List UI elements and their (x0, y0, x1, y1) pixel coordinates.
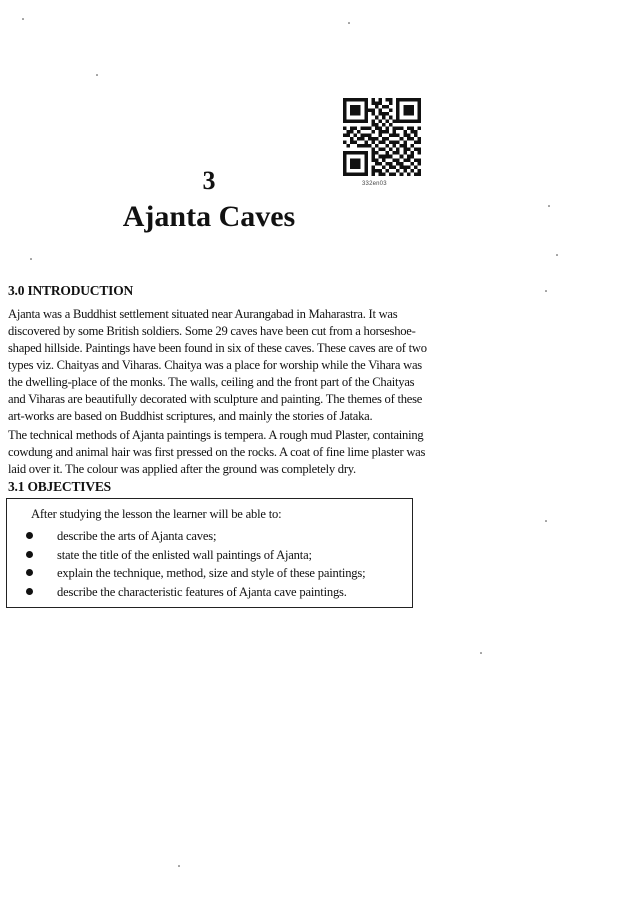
qr-module (364, 102, 368, 106)
qr-module (357, 144, 361, 148)
qr-module (343, 105, 347, 109)
introduction-paragraph-2 (8, 427, 426, 478)
introduction-heading: 3.0 INTRODUCTION (8, 283, 134, 298)
qr-module (417, 158, 421, 162)
qr-module (364, 141, 368, 145)
qr-module (407, 158, 411, 162)
qr-module (396, 102, 400, 106)
scan-speck (556, 254, 558, 256)
qr-module (354, 112, 358, 116)
qr-code-image (343, 98, 421, 176)
qr-module (407, 126, 411, 130)
qr-module (389, 133, 393, 137)
qr-module (393, 151, 397, 155)
chapter-number: 3 (202, 166, 216, 195)
qr-module (375, 126, 379, 130)
qr-module (357, 158, 361, 162)
qr-module (378, 119, 382, 123)
qr-module (371, 102, 375, 106)
qr-module (382, 130, 386, 134)
qr-module (368, 126, 372, 130)
qr-module (407, 148, 411, 152)
qr-module (350, 141, 354, 145)
qr-module (400, 126, 404, 130)
qr-module (386, 105, 390, 109)
qr-module (347, 151, 351, 155)
scan-speck (30, 258, 32, 260)
qr-module (354, 126, 358, 130)
qr-module (382, 148, 386, 152)
qr-module (400, 98, 404, 102)
qr-module (350, 119, 354, 123)
qr-module (378, 155, 382, 159)
qr-module (407, 133, 411, 137)
text-line: types viz. Chaityas and Viharas. Chaitya was a place for worship while the Vihara was (8, 358, 422, 372)
qr-module (378, 102, 382, 106)
qr-module (403, 98, 407, 102)
qr-module (357, 105, 361, 109)
qr-module (375, 123, 379, 127)
qr-module (347, 144, 351, 148)
qr-module (382, 105, 386, 109)
qr-module (403, 130, 407, 134)
scan-speck (545, 290, 547, 292)
scan-speck (96, 74, 98, 76)
qr-module (364, 155, 368, 159)
qr-module (361, 133, 365, 137)
scan-speck (480, 652, 482, 654)
qr-module (375, 105, 379, 109)
qr-module (417, 137, 421, 141)
text-line: shaped hillside. Paintings have been found in six of these caves. These caves are of two (8, 341, 427, 355)
qr-module (396, 148, 400, 152)
qr-module (403, 148, 407, 152)
qr-module (407, 119, 411, 123)
qr-module (354, 119, 358, 123)
qr-module (410, 112, 414, 116)
qr-module (386, 119, 390, 123)
qr-module (410, 155, 414, 159)
qr-module (417, 112, 421, 116)
qr-module (417, 116, 421, 120)
qr-module (410, 105, 414, 109)
qr-module (410, 109, 414, 113)
qr-module (361, 144, 365, 148)
qr-module (343, 155, 347, 159)
qr-module (417, 109, 421, 113)
qr-module (407, 98, 411, 102)
qr-module (343, 141, 347, 145)
qr-code-label: 332en03 (362, 181, 387, 187)
qr-module (350, 109, 354, 113)
qr-module (400, 162, 404, 166)
qr-module (371, 119, 375, 123)
objective-text: describe the characteristic features of Ajanta cave paintings. (57, 584, 347, 599)
qr-module (364, 112, 368, 116)
qr-module (371, 98, 375, 102)
qr-module (386, 137, 390, 141)
text-line: laid over it. The colour was applied after the ground was completely dry. (8, 462, 356, 476)
qr-module (378, 162, 382, 166)
qr-module (343, 112, 347, 116)
qr-module (347, 130, 351, 134)
qr-module (364, 126, 368, 130)
qr-module (396, 151, 400, 155)
qr-module (400, 137, 404, 141)
qr-module (354, 151, 358, 155)
qr-module (357, 112, 361, 116)
qr-module (410, 130, 414, 134)
qr-module (350, 105, 354, 109)
qr-module (396, 158, 400, 162)
qr-module (382, 141, 386, 145)
text-line: discovered by some British soldiers. Some 29 caves have been cut from a horseshoe- (8, 324, 416, 338)
qr-module (368, 137, 372, 141)
qr-module (393, 133, 397, 137)
qr-module (371, 123, 375, 127)
qr-module (364, 144, 368, 148)
qr-module (389, 162, 393, 166)
qr-module (414, 98, 418, 102)
qr-module (410, 137, 414, 141)
qr-module (375, 151, 379, 155)
objective-text: describe the arts of Ajanta caves; (57, 529, 217, 543)
objective-text: state the title of the enlisted wall paintings of Ajanta; (57, 547, 312, 562)
qr-module (361, 98, 365, 102)
qr-module (354, 133, 358, 137)
qr-module (417, 98, 421, 102)
qr-module (378, 141, 382, 145)
qr-module (382, 137, 386, 141)
qr-module (375, 144, 379, 148)
qr-module (382, 123, 386, 127)
objectives-intro: After studying the lesson the learner will be able to: (31, 507, 282, 521)
qr-module (396, 162, 400, 166)
qr-module (371, 158, 375, 162)
qr-module (414, 119, 418, 123)
qr-module (354, 105, 358, 109)
qr-module (350, 151, 354, 155)
qr-module (368, 109, 372, 113)
qr-module (375, 137, 379, 141)
qr-module (396, 116, 400, 120)
qr-module (361, 126, 365, 130)
qr-module (393, 141, 397, 145)
chapter-title: Ajanta Caves (122, 200, 296, 233)
qr-module (343, 102, 347, 106)
qr-module (364, 162, 368, 166)
qr-module (386, 162, 390, 166)
qr-module (410, 98, 414, 102)
qr-module (350, 98, 354, 102)
qr-module (410, 126, 414, 130)
qr-module (378, 112, 382, 116)
qr-module (396, 133, 400, 137)
qr-module (417, 148, 421, 152)
text-line: the dwelling-place of the monks. The walls, ceiling and the front part of the Chaityas (8, 375, 415, 389)
qr-module (414, 148, 418, 152)
text-line: and Viharas are beautifully decorated with sculpture and painting. The themes of these (8, 392, 423, 406)
qr-module (357, 130, 361, 134)
qr-module (378, 98, 382, 102)
qr-module (368, 144, 372, 148)
qr-module (378, 109, 382, 113)
qr-module (350, 137, 354, 141)
qr-module (393, 126, 397, 130)
qr-module (364, 109, 368, 113)
qr-module (417, 126, 421, 130)
qr-module (378, 130, 382, 134)
qr-module (371, 112, 375, 116)
qr-module (407, 155, 411, 159)
qr-module (382, 155, 386, 159)
scan-speck (548, 205, 550, 207)
qr-module (361, 151, 365, 155)
qr-module (396, 126, 400, 130)
qr-module (357, 151, 361, 155)
bullet-icon (26, 588, 33, 595)
qr-module (343, 126, 347, 130)
qr-module (378, 126, 382, 130)
qr-module (375, 162, 379, 166)
qr-module (389, 102, 393, 106)
qr-module (364, 133, 368, 137)
qr-module (400, 119, 404, 123)
qr-module (396, 105, 400, 109)
qr-module (410, 162, 414, 166)
qr-module (343, 119, 347, 123)
text-line: Ajanta was a Buddhist settlement situated near Aurangabad in Maharastra. It was (8, 307, 398, 321)
qr-module (396, 112, 400, 116)
qr-module (371, 155, 375, 159)
qr-module (357, 162, 361, 166)
qr-module (343, 98, 347, 102)
qr-module (403, 112, 407, 116)
qr-module (357, 109, 361, 113)
qr-module (343, 151, 347, 155)
introduction-paragraph-1 (8, 306, 427, 425)
qr-module (393, 130, 397, 134)
qr-module (403, 141, 407, 145)
qr-module (343, 162, 347, 166)
objectives-box (6, 498, 413, 608)
qr-module (347, 119, 351, 123)
qr-module (393, 144, 397, 148)
qr-module (386, 151, 390, 155)
qr-module (407, 109, 411, 113)
qr-module (350, 126, 354, 130)
qr-module (343, 133, 347, 137)
bullet-icon (26, 551, 33, 558)
scan-speck (545, 520, 547, 522)
qr-module (354, 158, 358, 162)
qr-module (364, 119, 368, 123)
qr-module (357, 98, 361, 102)
bullet-icon (26, 569, 33, 576)
qr-module (417, 102, 421, 106)
qr-module (378, 133, 382, 137)
qr-module (389, 109, 393, 113)
qr-module (354, 109, 358, 113)
qr-module (371, 109, 375, 113)
objectives-heading: 3.1 OBJECTIVES (8, 479, 111, 494)
qr-module (403, 133, 407, 137)
qr-module (357, 119, 361, 123)
qr-module (403, 105, 407, 109)
qr-module (364, 98, 368, 102)
qr-module (364, 116, 368, 120)
text-line: The technical methods of Ajanta paintings is tempera. A rough mud Plaster, containing (8, 428, 424, 442)
qr-module (371, 137, 375, 141)
qr-module (414, 133, 418, 137)
qr-module (414, 158, 418, 162)
qr-module (389, 98, 393, 102)
qr-module (364, 151, 368, 155)
qr-module (364, 105, 368, 109)
qr-module (386, 155, 390, 159)
qr-module (389, 116, 393, 120)
qr-module (386, 126, 390, 130)
qr-module (407, 137, 411, 141)
qr-module (396, 98, 400, 102)
qr-module (364, 158, 368, 162)
qr-module (350, 112, 354, 116)
qr-module (403, 109, 407, 113)
qr-module (375, 116, 379, 120)
qr-module (386, 98, 390, 102)
qr-module (382, 158, 386, 162)
qr-module (371, 130, 375, 134)
qr-module (393, 119, 397, 123)
scan-speck (178, 865, 180, 867)
qr-module (417, 119, 421, 123)
qr-module (386, 144, 390, 148)
qr-module (414, 130, 418, 134)
qr-module (386, 112, 390, 116)
qr-module (354, 98, 358, 102)
objective-text: explain the technique, method, size and style of these paintings; (57, 566, 366, 580)
qr-module (396, 141, 400, 145)
qr-module (389, 148, 393, 152)
qr-module (403, 144, 407, 148)
qr-module (389, 141, 393, 145)
qr-module (407, 112, 411, 116)
qr-module (368, 133, 372, 137)
qr-module (343, 109, 347, 113)
qr-module (382, 112, 386, 116)
text-line: cowdung and animal hair was first pressed on the rocks. A coat of fine lime plaster was (8, 445, 426, 459)
qr-module (417, 141, 421, 145)
qr-module (343, 158, 347, 162)
scan-speck (22, 18, 24, 20)
qr-module (386, 130, 390, 134)
qr-module (361, 119, 365, 123)
qr-module (378, 148, 382, 152)
scan-speck (348, 22, 350, 24)
qr-module (350, 130, 354, 134)
qr-module (343, 116, 347, 120)
qr-module (361, 137, 365, 141)
qr-module (410, 119, 414, 123)
qr-module (382, 116, 386, 120)
qr-module (357, 137, 361, 141)
qr-module (350, 162, 354, 166)
qr-module (417, 162, 421, 166)
qr-module (375, 158, 379, 162)
qr-module (396, 119, 400, 123)
qr-module (396, 109, 400, 113)
qr-module (400, 155, 404, 159)
qr-module (414, 141, 418, 145)
qr-module (354, 162, 358, 166)
qr-module (347, 98, 351, 102)
qr-module (410, 144, 414, 148)
qr-module (393, 158, 397, 162)
qr-module (389, 123, 393, 127)
qr-module (417, 105, 421, 109)
qr-module (350, 158, 354, 162)
qr-module (407, 105, 411, 109)
qr-module (410, 151, 414, 155)
qr-module (417, 151, 421, 155)
qr-module (389, 155, 393, 159)
qr-module (371, 151, 375, 155)
qr-module (375, 102, 379, 106)
qr-module (403, 158, 407, 162)
bullet-icon (26, 532, 33, 539)
text-line: art-works are based on Buddhist scriptures, and mainly the stories of Jataka. (8, 409, 373, 423)
qr-module (403, 119, 407, 123)
qr-module (403, 151, 407, 155)
qr-module (347, 133, 351, 137)
qr-module (371, 148, 375, 152)
qr-module (371, 141, 375, 145)
qr-module (400, 144, 404, 148)
qr-module (354, 141, 358, 145)
